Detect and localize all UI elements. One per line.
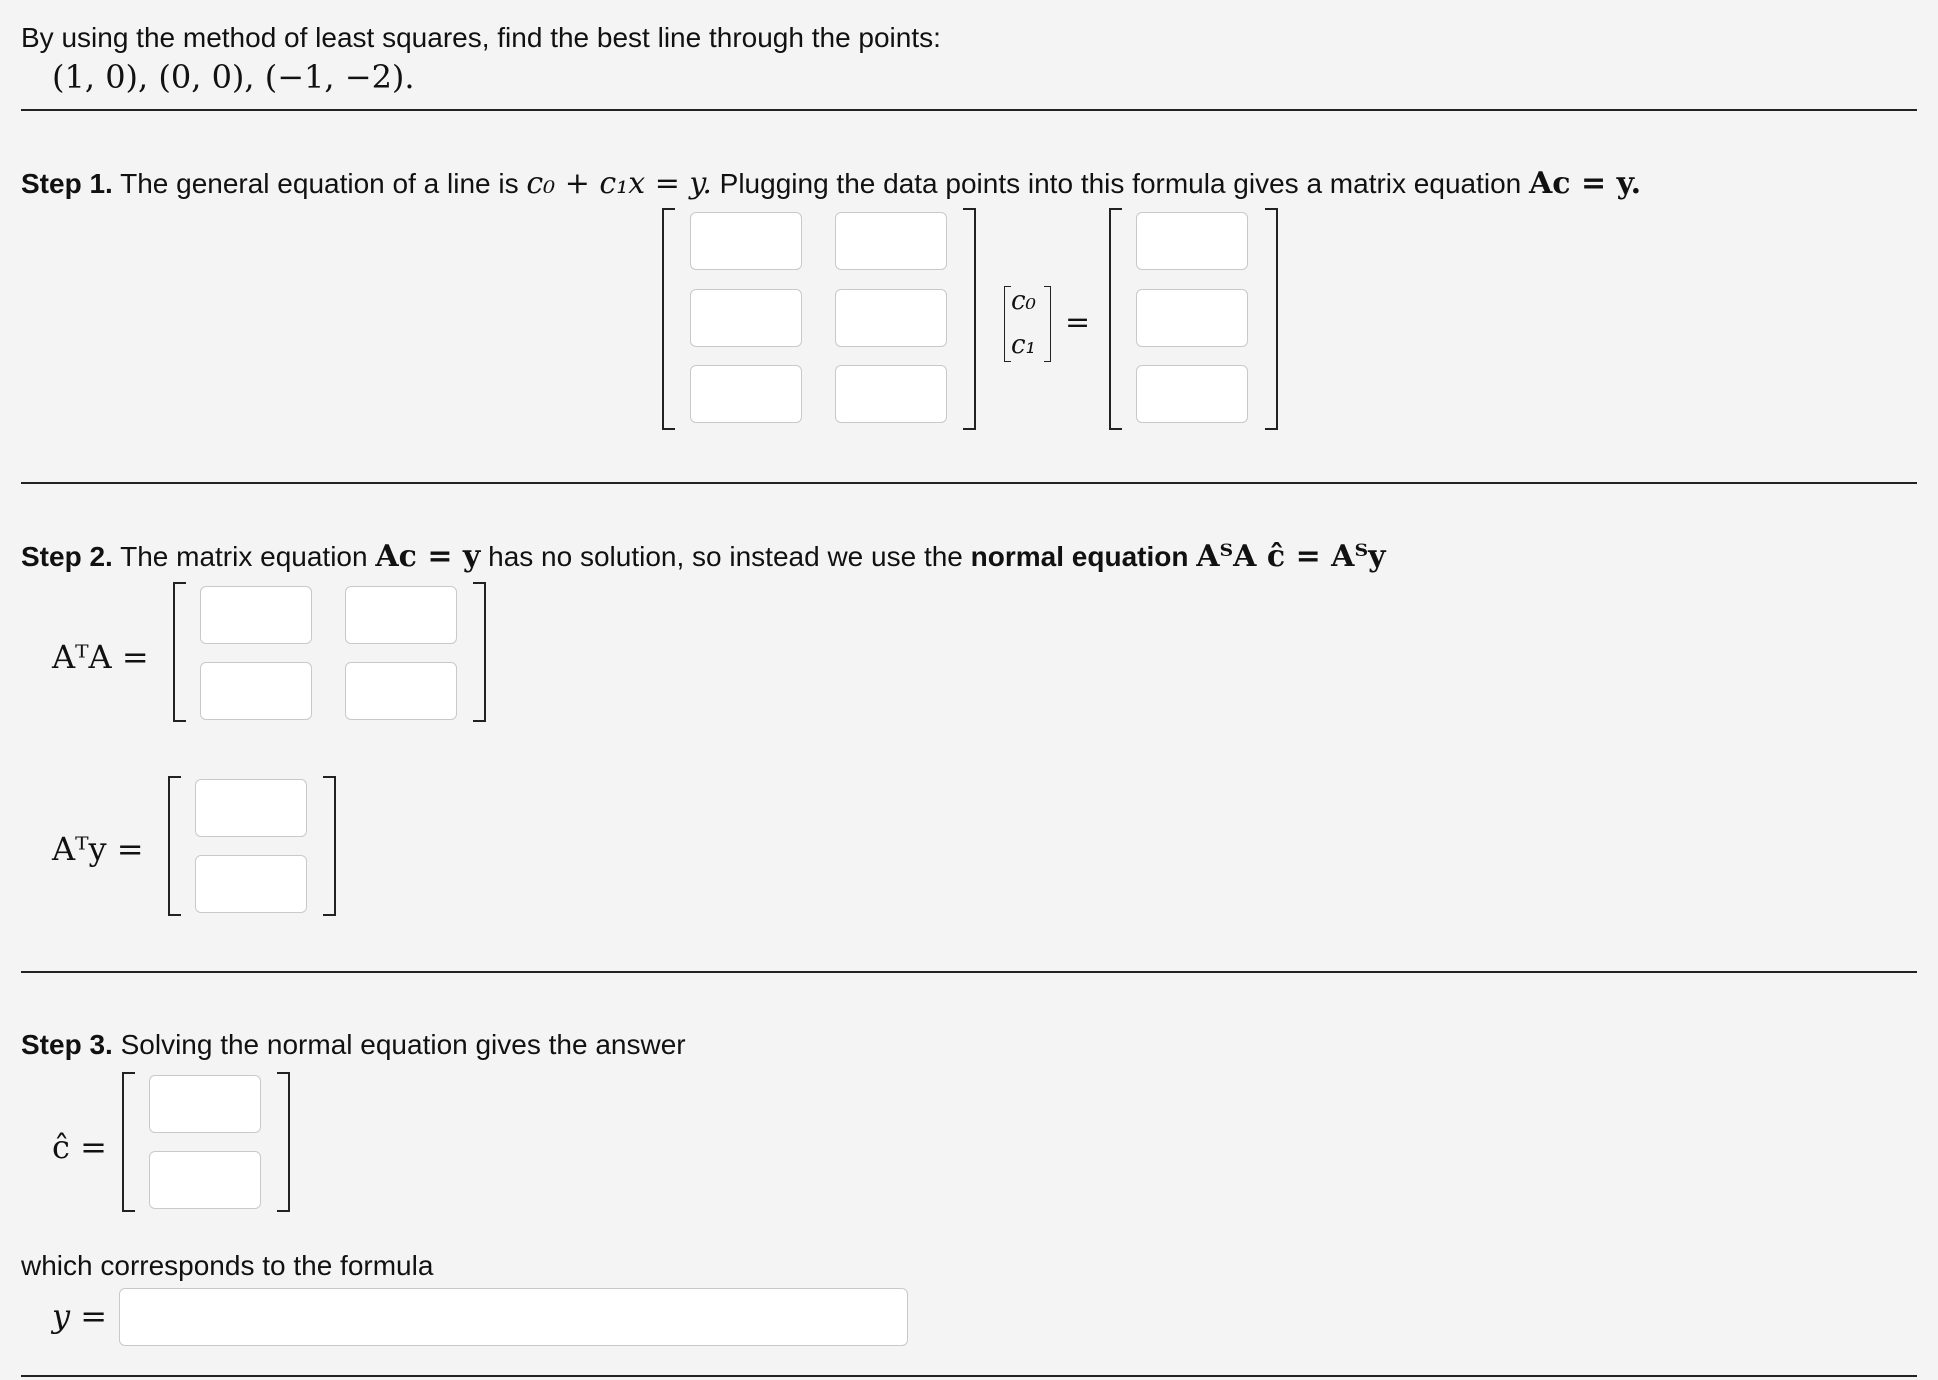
aty-right-bracket <box>323 776 336 916</box>
aty-1-input[interactable] <box>195 779 307 837</box>
aty-2-input[interactable] <box>195 855 307 913</box>
a-32-input[interactable] <box>835 365 947 423</box>
y-1-input[interactable] <box>1136 212 1248 270</box>
step2-equation: Ac = y <box>375 539 481 574</box>
c-hat-left-bracket <box>122 1072 135 1212</box>
c0-label: c₀ <box>1011 286 1036 316</box>
step1-text-b: Plugging the data points into this formula gives a matrix equation <box>719 168 1522 199</box>
ata-label: AᵀA = <box>52 638 149 676</box>
problem-points: (1, 0), (0, 0), (−1, −2). <box>52 58 415 96</box>
ata-12-input[interactable] <box>345 586 457 644</box>
ata-22-input[interactable] <box>345 662 457 720</box>
matrix-equation: Ac = y. <box>1529 166 1642 201</box>
step2-heading: Step 2. <box>21 541 113 572</box>
step2-description <box>21 539 1386 574</box>
c-hat-2-input[interactable] <box>149 1151 261 1209</box>
c-hat-1-input[interactable] <box>149 1075 261 1133</box>
aty-left-bracket <box>168 776 181 916</box>
c-hat-label: ĉ = <box>52 1128 107 1166</box>
a-31-input[interactable] <box>690 365 802 423</box>
matrix-a-left-bracket <box>662 208 675 430</box>
y-3-input[interactable] <box>1136 365 1248 423</box>
formula-input[interactable] <box>119 1288 908 1346</box>
divider <box>21 1375 1917 1377</box>
divider <box>21 109 1917 111</box>
step1-heading: Step 1. <box>21 168 113 199</box>
ata-11-input[interactable] <box>200 586 312 644</box>
matrix-a-right-bracket <box>963 208 976 430</box>
aty-label: Aᵀy = <box>52 830 144 868</box>
line-equation: c₀ + c₁x = y. <box>526 166 712 201</box>
y-vector-right-bracket <box>1265 208 1278 430</box>
a-21-input[interactable] <box>690 289 802 347</box>
divider <box>21 482 1917 484</box>
equals-sign: = <box>1065 305 1091 340</box>
normal-equation-label: normal equation <box>970 541 1189 572</box>
y-2-input[interactable] <box>1136 289 1248 347</box>
a-22-input[interactable] <box>835 289 947 347</box>
step3-heading: Step 3. <box>21 1029 113 1060</box>
step2-text-b: has no solution, so instead we use the <box>488 541 963 572</box>
problem-statement: By using the method of least squares, find the best line through the points: <box>21 22 941 53</box>
normal-equation: AᵀA ĉ = Aᵀy <box>1196 539 1386 574</box>
c-vector-left-bracket <box>1004 286 1011 362</box>
formula-text: which corresponds to the formula <box>21 1250 434 1281</box>
step3-description <box>21 1029 686 1061</box>
ata-right-bracket <box>473 582 486 722</box>
a-12-input[interactable] <box>835 212 947 270</box>
c-hat-right-bracket <box>277 1072 290 1212</box>
ata-21-input[interactable] <box>200 662 312 720</box>
a-11-input[interactable] <box>690 212 802 270</box>
step1-text-a: The general equation of a line is <box>120 168 519 199</box>
step1-description <box>21 166 1641 201</box>
c-vector-right-bracket <box>1044 286 1051 362</box>
step2-text-a: The matrix equation <box>120 541 368 572</box>
ata-left-bracket <box>173 582 186 722</box>
c1-label: c₁ <box>1011 330 1036 360</box>
divider <box>21 971 1917 973</box>
y-vector-left-bracket <box>1109 208 1122 430</box>
step3-text: Solving the normal equation gives the answer <box>120 1029 686 1060</box>
y-label: y = <box>52 1297 108 1335</box>
